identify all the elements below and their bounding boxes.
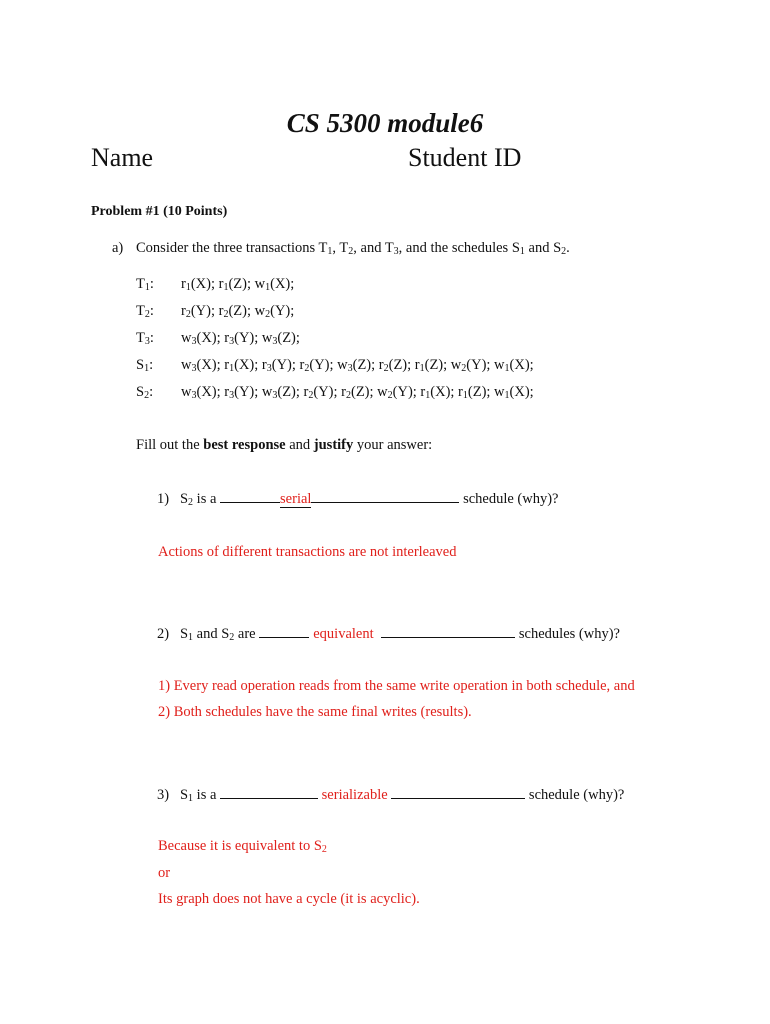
- question-1: 1) $S_2$ is a serial schedule (why)?: [157, 491, 559, 508]
- transaction-ops-t1: $r_1(X)$; $r_1(Z)$; $w_1(X)$;: [181, 276, 295, 293]
- transaction-label-t3: $T_3$:: [136, 330, 154, 347]
- schedule-ops-s1: $w_3(X)$; $r_1(X)$; $r_3(Y)$; $r_2(Y)$; $w_3(Z)$; $r_2(Z)$; $r_1(Z)$; $w_2(Y)$; $w_1(X)$;: [181, 357, 534, 374]
- response-3-line-2: or: [158, 865, 171, 881]
- schedule-label-s1: $S_1$:: [136, 357, 154, 374]
- part-a-marker: a): [112, 240, 124, 256]
- part-a-prefix: Consider the three transactions T: [136, 240, 328, 256]
- problem-heading: Problem #1 (10 Points): [91, 204, 228, 219]
- transaction-ops-t2: $r_2(Y)$; $r_2(Z)$; $w_2(Y)$;: [181, 303, 295, 320]
- student-id-label: Student ID: [408, 143, 522, 172]
- document-title: CS 5300 module6: [286, 108, 484, 138]
- instruction-text: Fill out the best response and justify your answer:: [136, 437, 433, 453]
- response-1: Actions of different transactions are not interleaved: [158, 544, 457, 560]
- answer-3: serializable: [321, 787, 388, 803]
- response-3-line-1: Because it is equivalent to $S_2$: [158, 838, 327, 855]
- part-a-suffix: , and the schedules S: [398, 240, 520, 256]
- question-2: 2) $S_1$ and $S_2$ are equivalent schedules (why)?: [157, 626, 620, 643]
- part-a-intro: Consider the three transactions $T_1$, $T_2$, and $T_3$, and the schedules $S_1$ and $S_2$.: [136, 240, 570, 257]
- transaction-ops-t3: $w_3(X)$; $r_3(Y)$; $w_3(Z)$;: [181, 330, 300, 347]
- question-3: 3) $S_1$ is a serializable schedule (why)?: [157, 787, 625, 804]
- schedule-ops-s2: $w_3(X)$; $r_3(Y)$; $w_3(Z)$; $r_2(Y)$; $r_2(Z)$; $w_2(Y)$; $r_1(X)$; $r_1(Z)$; $w_1(X)$;: [181, 384, 534, 401]
- answer-1: serial: [280, 491, 312, 507]
- schedule-label-s2: $S_2$:: [136, 384, 154, 401]
- transaction-label-t2: $T_2$:: [136, 303, 154, 320]
- name-label: Name: [91, 143, 154, 172]
- transaction-label-t1: $T_1$:: [136, 276, 154, 293]
- response-2-line-1: 1) Every read operation reads from the same write operation in both schedule, and: [158, 678, 635, 694]
- answer-2: equivalent: [313, 626, 374, 642]
- response-3-line-3: Its graph does not have a cycle (it is acyclic).: [158, 891, 420, 907]
- response-2-line-2: 2) Both schedules have the same final writes (results).: [158, 704, 472, 720]
